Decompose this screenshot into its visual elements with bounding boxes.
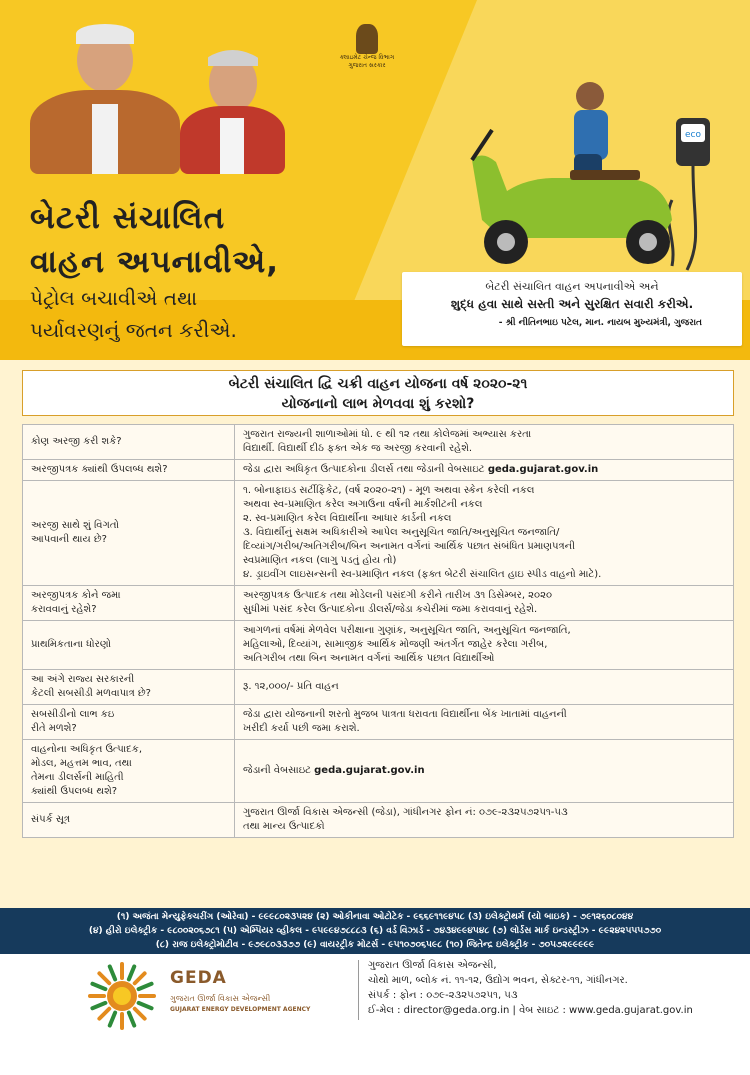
- row-question: કોણ અરજી કરી શકે?: [23, 425, 235, 460]
- subline-line-2: પર્યાવરણનું જતન કરીએ.: [30, 318, 237, 342]
- eco-label: eco: [685, 130, 701, 140]
- table-row: [23, 740, 734, 803]
- dealers-bar: [0, 908, 750, 954]
- table-row: [23, 586, 734, 621]
- row-question: સબસીડીનો લાભ કઇ રીતે મળશે?: [23, 705, 235, 740]
- scheme-info-section: [0, 360, 750, 908]
- state-emblem: [332, 24, 402, 70]
- table-row: [23, 460, 734, 481]
- quote-line-1: બેટરી સંચાલિત વાહન અપનાવીએ અને: [485, 280, 659, 293]
- headline: [30, 196, 279, 284]
- table-title: [22, 370, 734, 416]
- table-row: [23, 621, 734, 670]
- emblem-icon: [356, 24, 378, 54]
- row-answer: [235, 621, 734, 670]
- row-answer-text: ગુજરાત ઊર્જા વિકાસ એજન્સી (જેડા), ગાંધીનગર ફોન નં: ૦૭૯-૨૩૨૫૭૨૫૧-૫૩ તથા માન્ય ઉત્પાદકો: [243, 807, 568, 832]
- dealers-row-1: (૧) અજંતા મેન્યુફેક્ચરીંગ (ઓરેવા) - ૯૯૯૮૦૨૩૫૨૪ (૨) ઓકીનાવા ઓટોટેક - ૯૬૬૯૧૧૯૪૫૮ (૩) ઇલેક્ટ્રોથર્મ (યો બાઇક) - ૭૯૧૨૬૦૮૦૪૪: [116, 912, 634, 922]
- row-answer: [235, 705, 734, 740]
- address-line-3: સંપર્ક : ફોન : ૦૭૯-૨૩૨૫૭૨૫૧, ૫૩: [368, 990, 518, 1001]
- scooter-icon: [472, 130, 672, 264]
- row-answer: [235, 586, 734, 621]
- dealers-row-3: (૮) રાજ ઇલેક્ટ્રોમોટીવ - ૯૭૯૮૦૩૩૭૭ (૯) વાયરટ્રીક મોટર્સ - ૯૫૧૦૭૦૬૫૯૮ (૧૦) જિતેન્દ્ર ઇલેક્ટ્રીક - ૭૦૫૭૨૯૯૯૯૯: [155, 940, 595, 950]
- emblem-caption-2: ગુજરાત સરકાર: [348, 62, 386, 69]
- row-answer-text: જેડાની વેબસાઇટ: [243, 765, 311, 776]
- top-banner: [0, 0, 750, 360]
- subline-line-1: પેટ્રોલ બચાવીએ તથા: [30, 286, 198, 310]
- quote-box: [402, 272, 742, 346]
- address-line-1: ગુજરાત ઊર્જા વિકાસ એજન્સી,: [368, 960, 497, 971]
- website-link[interactable]: geda.gujarat.gov.in: [314, 765, 425, 776]
- website-link[interactable]: geda.gujarat.gov.in: [487, 464, 599, 475]
- scheme-info-table: [22, 424, 734, 838]
- leader-photo-left: [30, 22, 180, 174]
- row-question: વાહનોના અધિકૃત ઉત્પાદક, મોડલ, મહત્તમ ભાવ, તથા તેમના ડીલર્સની માહિતી ક્યાંથી ઉપલબ્ધ થશે?: [23, 740, 235, 803]
- row-answer: [235, 670, 734, 705]
- row-answer-text: અરજીપત્રક ઉત્પાદક તથા મોડેલની પસંદગી કરીને તારીખ ૩૧ ડિસેમ્બર, ૨૦૨૦ સુધીમાં પસંદ કરેલ ઉત્પાદકોના ડીલર્સ/જેડા કચેરીમાં જમા કરાવવાનું રહેશે.: [243, 590, 552, 615]
- row-answer: [235, 460, 734, 481]
- row-answer-text: ગુજરાત રાજ્યની શાળાઓમાં ધો. ૯ થી ૧૨ તથા કોલેજમાં અભ્યાસ કરતા વિદ્યાર્થી. વિદ્યાર્થી દીઠ ફક્ત એક જ અરજી કરવાની રહેશે.: [243, 429, 532, 454]
- scooter-illustration: [462, 70, 732, 280]
- row-answer: [235, 803, 734, 838]
- geda-name-gujarati: ગુજરાત ઊર્જા વિકાસ એજન્સી: [170, 994, 271, 1003]
- row-answer: [235, 481, 734, 586]
- quote-line-2: શુદ્ધ હવા સાથે સસ્તી અને સુરક્ષિત સવારી કરીએ.: [450, 297, 694, 311]
- row-answer: [235, 425, 734, 460]
- quote-author: - શ્રી નીતિનભાઇ પટેલ, માન. નાયબ મુખ્યમંત્રી, ગુજરાત: [498, 318, 702, 328]
- address-line-4: ઈ-મેલ : director@geda.org.in | વેબ સાઇટ : www.geda.gujarat.gov.in: [368, 1005, 693, 1016]
- table-row: [23, 425, 734, 460]
- address-line-2: ચોથો માળ, બ્લોક નં. ૧૧-૧૨, ઉદ્યોગ ભવન, સેક્ટર-૧૧, ગાંધીનગર.: [368, 975, 628, 986]
- row-question: પ્રાથમિકતાના ધોરણો: [23, 621, 235, 670]
- footer: [0, 954, 750, 1075]
- row-question: અરજી સાથે શું વિગતો આપવાની થાય છે?: [23, 481, 235, 586]
- row-question: અરજીપત્રક ક્યાંથી ઉપલબ્ધ થશે?: [23, 460, 235, 481]
- geda-name-english: GUJARAT ENERGY DEVELOPMENT AGENCY: [170, 1006, 311, 1013]
- table-row: [23, 481, 734, 586]
- row-answer-text: જેડા દ્વારા યોજનાની શરતો મુજબ પાત્રતા ધરાવતા વિદ્યાર્થીના બેંક ખાતામાં વાહનની ખરીદી કર્યા પછી જમા કરાશે.: [243, 709, 567, 734]
- row-question: આ અંગે રાજ્ય સરકારની કેટલી સબસીડી મળવાપાત્ર છે?: [23, 670, 235, 705]
- geda-address: [368, 958, 693, 1018]
- leader-photo-right: [180, 50, 285, 174]
- geda-name: GEDA: [170, 968, 227, 988]
- row-answer-text: જેડા દ્વારા અધિકૃત ઉત્પાદકોના ડીલર્સ તથા જેડાની વેબસાઇટ: [243, 464, 485, 475]
- table-title-line-2: યોજનાનો લાભ મેળવવા શું કરશો?: [281, 396, 475, 412]
- footer-divider: [358, 960, 359, 1020]
- emblem-caption-1: ક્લાઇમેટ ચેન્જ વિભાગ: [339, 54, 395, 61]
- subline: [30, 282, 237, 346]
- row-answer: [235, 740, 734, 803]
- table-title-line-1: બેટરી સંચાલિત દ્વિ ચક્રી વાહન યોજના વર્ષ ૨૦૨૦-૨૧: [228, 376, 528, 392]
- headline-line-1: બેટરી સંચાલિત: [30, 200, 226, 236]
- dealers-row-2: (૪) હીરો ઇલેક્ટ્રીક - ૯૮૦૦૨૦૬૭૮૧ (૫) એમ્પિયર વ્હીકલ - ૯૫૯૯૪૭૮૮૮૩ (૬) વર્ડ વિઝાર્ડ - ૭૪૩૪૯૯૪૫૪૮ (૭) લોર્ડસ માર્ક ઇન્ડસ્ટ્રીઝ - ૯૯૨૪૨૫૫૫૭૭૦: [88, 926, 662, 936]
- row-answer-text: આગળનાં વર્ષમાં મેળવેલ પરીક્ષાના ગુણાંક, અનુસૂચિત જાતિ, અનુસૂચિત જનજાતિ, મહિલાઓ, દિવ્યાંગ, સામાજીક આર્થિક મોજણી અંતર્ગત જાહેર કરેલા ગરીબ, અતિગરીબ તથા બિન અનામત વર્ગનાં આર્થિક પછાત વિદ્યાર્થીઓ: [243, 625, 571, 664]
- charger-icon: [668, 118, 710, 270]
- row-answer-text: રૂ. ૧૨,૦૦૦/- પ્રતિ વાહન: [243, 681, 339, 692]
- geda-sun-icon: [88, 962, 156, 1030]
- table-row: [23, 803, 734, 838]
- row-question: અરજીપત્રક કોને જમા કરાવવાનું રહેશે?: [23, 586, 235, 621]
- table-row: [23, 705, 734, 740]
- row-question: સંપર્ક સૂત્ર: [23, 803, 235, 838]
- row-answer-text: ૧. બોનાફાઇડ સર્ટીફિકેટ, (વર્ષ ૨૦૨૦-૨૧) - મૂળ અથવા સ્કેન કરેલી નકલ અથવા સ્વ-પ્રમાણિત કરેલ અગાઉના વર્ષની માર્કશીટની નકલ ૨. સ્વ-પ્રમાણિત કરેલ વિદ્યાર્થીના આધાર કાર્ડની નકલ ૩. વિદ્યાર્થીનું સક્ષમ અધિકારીએ આપેલ અનુસૂચિત જાતિ/અનુસૂચિત જનજાતિ/ દિવ્યાંગ/ગરીબ/અતિગરીબ/બિન અનામત વર્ગનાં આર્થિક પછાત સંબંધિત પ્રમાણપત્રની સ્વપ્રમાણિત નકલ (લાગુ પડતું હોય તો) ૪. ડ્રાઇવીંગ લાઇસન્સની સ્વ-પ્રમાણિત નકલ (ફક્ત બેટરી સંચાલિત હાઇ સ્પીડ વાહનો માટે).: [243, 485, 602, 580]
- headline-line-2: વાહન અપનાવીએ,: [30, 244, 280, 280]
- table-row: [23, 670, 734, 705]
